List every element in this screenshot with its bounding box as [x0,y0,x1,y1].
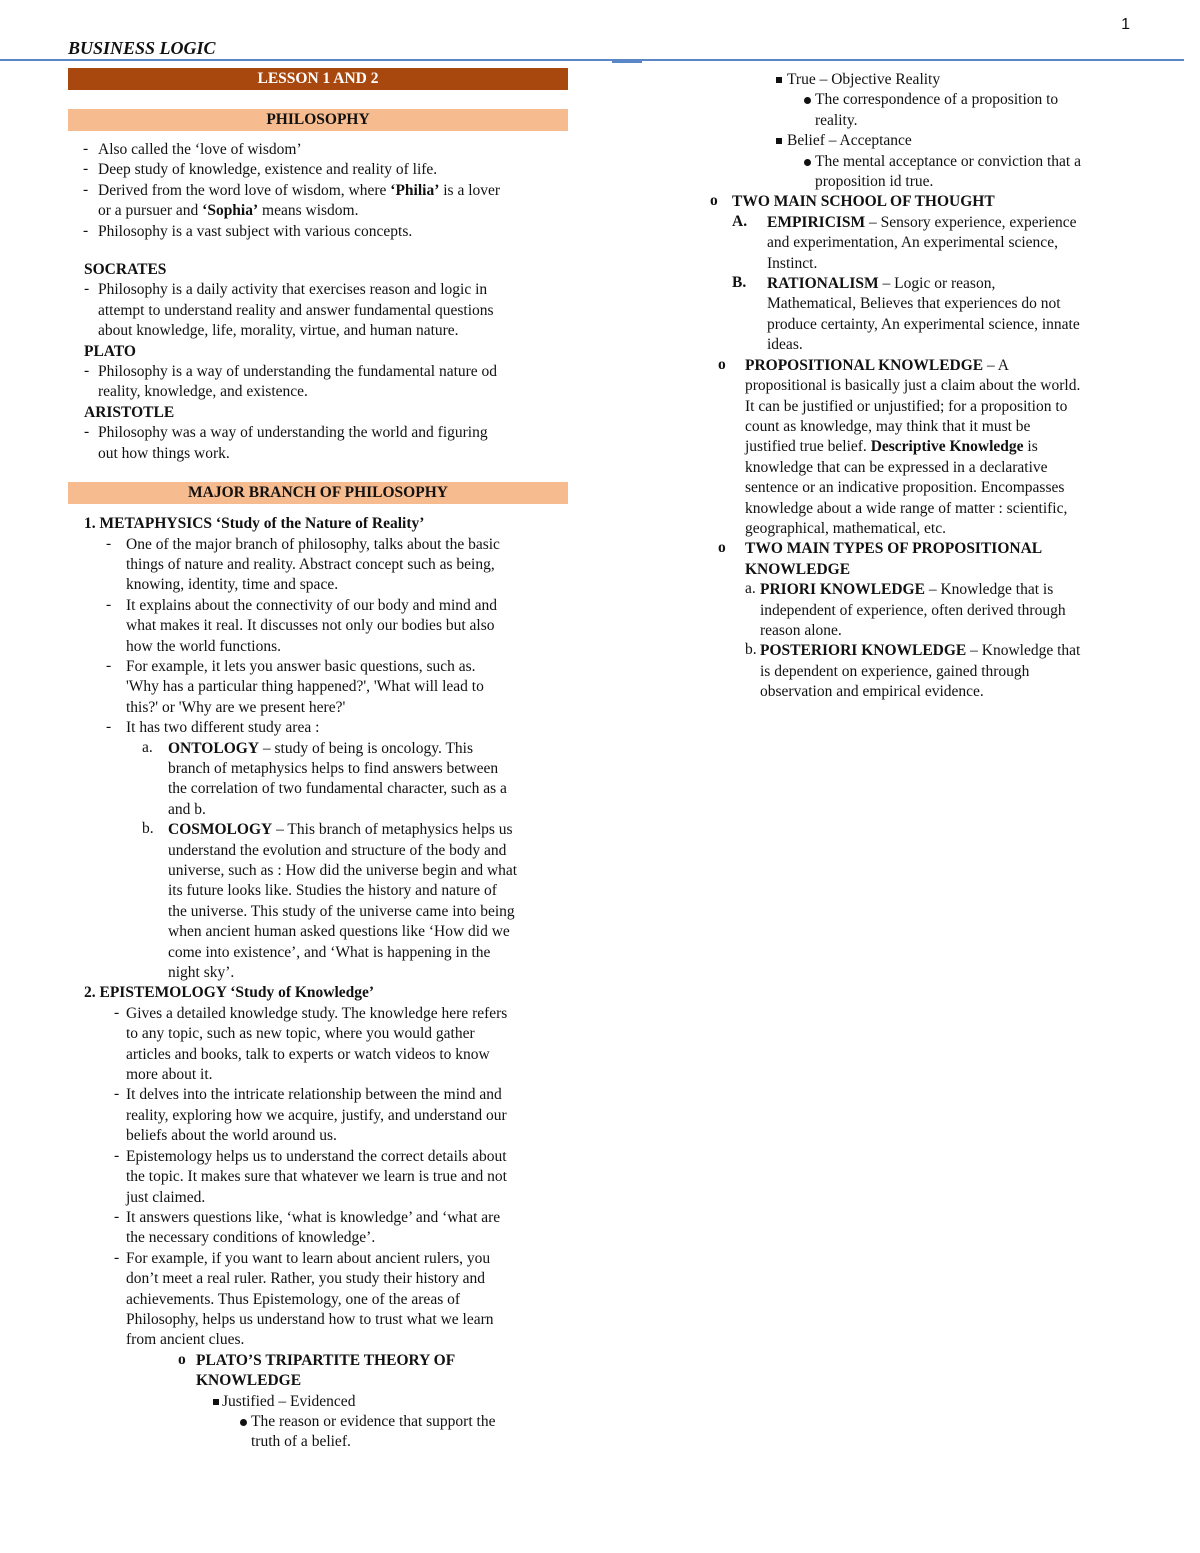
list-item-text: reality. [815,111,858,129]
term-line: universe, such as : How did the universe begin and what [168,862,518,879]
list-item-text: knowing, identity, time and space. [126,576,339,594]
term-line: the correlation of two fundamental character, such as a [168,780,507,798]
list-item-text: Gives a detailed knowledge study. The knowledge here refers [126,1004,508,1022]
list-item-text: achievements. Thus Epistemology, one of the areas of [126,1290,461,1308]
belief-detail [648,152,1130,193]
term-line: propositional is basically just a claim about the world. [745,377,1081,395]
list-item-text: For example, if you want to learn about ancient rulers, you [126,1249,491,1267]
term-line: when ancient human asked questions like ‘How did we [168,923,510,941]
term-line: count as knowledge, may think that it must be [745,417,1031,435]
metaphysics-item [68,535,568,596]
dash-bullet: - [106,656,112,674]
metaphysics-item [68,718,568,738]
list-item-text: It explains about the connectivity of our body and mind and [126,596,498,614]
true-item [648,70,1130,90]
list-item-text: One of the major branch of philosophy, talks about the basic [126,535,500,553]
plato-theory-heading [68,1351,568,1392]
list-item-text: It has two different study area : [126,719,320,737]
list-marker: a. [142,738,153,756]
justified-detail [68,1412,568,1453]
dash-bullet: - [106,534,112,552]
term-definition: – Knowledge that [966,642,1081,660]
term-line: understand the evolution and structure of the body and [168,841,507,859]
term-label: POSTERIORI KNOWLEDGE [760,642,967,660]
list-marker: b. [142,820,154,838]
term-first-line [648,213,1130,233]
list-item-text: Philosophy is a daily activity that exercises reason and logic in [98,281,488,299]
epistemology-item [68,1147,568,1208]
list-item-text: reality, knowledge, and existence. [98,383,308,401]
term-line: reason alone. [760,621,842,639]
list-item-text: TWO MAIN TYPES OF PROPOSITIONAL [745,540,1043,558]
dot-bullet-icon [804,159,811,166]
term-definition: – This branch of metaphysics helps us [272,821,513,839]
list-item-text: For example, it lets you answer basic questions, such as. [126,657,476,675]
rationalism-item [648,274,1130,356]
dash-bullet: - [83,180,89,198]
list-item-text: Epistemology helps us to understand the correct details about [126,1147,507,1165]
intro-item [68,222,568,242]
square-bullet-icon [213,1399,219,1405]
term-line: and b. [168,800,206,818]
dash-bullet: - [114,1003,120,1021]
term-first-line [648,274,1130,294]
term-line: independent of experience, often derived through [760,601,1066,619]
intro-text: or a pursuer and [98,202,203,220]
intro-line [68,181,568,201]
list-item-text: Justified – Evidenced [222,1392,356,1410]
list-item-text: 'Why has a particular thing happened?', 'What will lead to [126,678,484,696]
plato-definition [68,362,568,403]
list-item-text: beliefs about the world around us. [126,1127,337,1145]
list-item-text: what makes it real. It discusses not only our bodies but also [126,617,495,635]
term-line: and experimentation, An experimental science, [767,234,1058,252]
cosmology-item [68,820,568,983]
dash-bullet: - [114,1146,120,1164]
dash-bullet: - [114,1207,120,1225]
term-label: COSMOLOGY [168,821,273,839]
section-bar: LESSON 1 AND 2 [68,68,568,90]
term-label: PRIORI KNOWLEDGE [760,581,925,599]
descriptive-knowledge-term: Descriptive Knowledge [870,438,1024,456]
list-item-text: this?' or 'Why are we present here?' [126,698,346,716]
dash-bullet: - [84,423,90,441]
header-rule-accent [612,61,642,63]
intro-text: Derived from the word love of wisdom, where [98,181,391,199]
metaphysics-item [68,596,568,657]
term-first-line [648,641,1130,661]
dash-bullet: - [106,595,112,613]
term-label: RATIONALISM [767,275,879,293]
o-bullet-icon: o [718,539,726,557]
intro-line [68,201,568,221]
list-item-text: Philosophy was a way of understanding the world and figuring [98,424,488,442]
intro-line: Deep study of knowledge, existence and reality of life. [98,161,438,179]
list-marker: B. [732,274,747,292]
list-item-text: how the world functions. [126,637,281,655]
ontology-item [68,739,568,821]
list-item-text: things of nature and reality. Abstract concept such as being, [126,555,495,573]
metaphysics-item [68,657,568,718]
epistemology-item [68,1249,568,1351]
square-bullet-icon [776,138,782,144]
epistemology-item [68,1004,568,1086]
intro-item [68,140,568,160]
aristotle-definition [68,423,568,464]
term-line: ideas. [767,336,803,354]
dash-bullet: - [84,280,90,298]
spacer [68,464,568,482]
o-bullet-icon: o [710,192,718,210]
dash-bullet: - [83,221,89,239]
term-line: the universe. This study of the universe came into being [168,902,515,920]
term-line: knowledge that can be expressed in a declarative [745,458,1048,476]
list-item-text: TWO MAIN SCHOOL OF THOUGHT [732,193,995,211]
philosopher-name: ARISTOTLE [84,403,175,421]
term-line: Instinct. [767,254,818,272]
sophia-term: ‘Sophia’ [202,202,259,220]
epistemology-item [68,1208,568,1249]
philosopher-name: SOCRATES [84,261,167,279]
epistemology-item [68,1085,568,1146]
term-first-line [648,580,1130,600]
intro-text: means wisdom. [258,202,359,220]
square-bullet-icon [776,77,782,83]
socrates-definition [68,280,568,341]
o-bullet-icon: o [718,355,726,373]
term-line: its future looks like. Studies the history and nature of [168,882,497,900]
list-marker: b. [745,641,757,659]
term-line: branch of metaphysics helps to find answers between [168,759,499,777]
true-detail [648,90,1130,131]
list-item-text: Philosophy is a way of understanding the fundamental nature od [98,363,498,381]
list-item-text: It delves into the intricate relationship between the mind and [126,1086,502,1104]
empiricism-item [648,213,1130,274]
o-bullet-icon: o [178,1350,186,1368]
term-label: PROPOSITIONAL KNOWLEDGE [745,356,984,374]
term-line-text: justified true belief. [745,438,871,456]
list-item-text: attempt to understand reality and answer fundamental questions [98,301,494,319]
term-definition: – Knowledge that is [924,581,1054,599]
spacer [68,504,568,514]
list-marker: a. [745,580,756,598]
spacer [68,242,568,260]
term-line: night sky’. [168,964,235,982]
term-label: ONTOLOGY [168,739,260,757]
term-definition: – Sensory experience, experience [865,213,1077,231]
list-item-text: The correspondence of a proposition to [815,91,1059,109]
list-item-text: Belief – Acceptance [787,132,912,150]
justified-item [68,1392,568,1412]
term-line: It can be justified or unjustified; for a proposition to [745,397,1068,415]
list-item-text: from ancient clues. [126,1331,245,1349]
list-marker: A. [732,212,748,230]
list-item-text: more about it. [126,1066,213,1084]
list-item-text: to any topic, such as new topic, where you would gather [126,1025,475,1043]
section-heading: 2. EPISTEMOLOGY ‘Study of Knowledge’ [84,984,375,1002]
list-item-text: just claimed. [126,1188,206,1206]
term-definition: – study of being is oncology. This [259,739,473,757]
list-item-text: the necessary conditions of knowledge’. [126,1229,376,1247]
term-line [648,437,1130,457]
dash-bullet: - [114,1085,120,1103]
spacer [68,90,568,109]
list-item-text: KNOWLEDGE [745,560,851,578]
philosopher-name: PLATO [84,342,136,360]
term-line: geographical, mathematical, etc. [745,519,946,537]
list-item-text: articles and books, talk to experts or watch videos to know [126,1045,490,1063]
list-item-text: The mental acceptance or conviction that a [815,152,1081,170]
term-line: Mathematical, Believes that experiences do not [767,295,1061,313]
list-item-text: KNOWLEDGE [196,1372,302,1390]
term-definition: – Logic or reason, [878,275,996,293]
dash-bullet: - [106,718,112,736]
intro-text: is a lover [439,181,501,199]
section-heading: 1. METAPHYSICS ‘Study of the Nature of Reality’ [84,515,425,533]
term-label: EMPIRICISM [767,213,866,231]
list-item-text: PLATO’S TRIPARTITE THEORY OF [196,1351,456,1369]
page-number: 1 [1121,16,1130,33]
intro-item [68,181,568,222]
philia-term: ‘Philia’ [390,181,440,199]
two-schools-heading [648,192,1130,212]
list-item-text: The reason or evidence that support the [251,1412,496,1430]
header-rule [0,59,1184,61]
dot-bullet-icon [240,1419,247,1426]
left-column [68,68,568,1453]
term-line: observation and empirical evidence. [760,683,984,701]
intro-item [68,160,568,180]
list-item-text: Philosophy, helps us understand how to trust what we learn [126,1310,494,1328]
two-types-heading [648,539,1130,580]
spacer [68,131,568,140]
priori-item [648,580,1130,641]
dash-bullet: - [83,140,89,157]
section-bar: PHILOSOPHY [68,109,568,131]
list-item-text: truth of a belief. [251,1433,351,1451]
term-line: is dependent on experience, gained through [760,662,1030,680]
term-definition: – A [983,356,1009,374]
list-item-text: reality, exploring how we acquire, justify, and understand our [126,1106,507,1124]
term-line: produce certainty, An experimental science, innate [767,315,1080,333]
list-item-text: the topic. It makes sure that whatever we learn is true and not [126,1168,507,1186]
document-title: BUSINESS LOGIC [68,38,216,58]
intro-line: Philosophy is a vast subject with various concepts. [98,222,413,240]
list-item-text: It answers questions like, ‘what is knowledge’ and ‘what are [126,1208,501,1226]
term-line-text: is [1023,438,1038,456]
dash-bullet: - [83,160,89,178]
term-line: knowledge about a wide range of matter : scientific, [745,499,1068,517]
propositional-item [648,356,1130,540]
list-item-text: about knowledge, life, morality, virtue, and human nature. [98,322,459,340]
list-item-text: don’t meet a real ruler. Rather, you study their history and [126,1270,485,1288]
right-column [648,70,1130,703]
term-line: sentence or an indicative proposition. Encompasses [745,479,1065,497]
intro-line: Also called the ‘love of wisdom’ [98,141,302,158]
section-bar: MAJOR BRANCH OF PHILOSOPHY [68,482,568,504]
dash-bullet: - [114,1248,120,1266]
belief-item [648,131,1130,151]
posteriori-item [648,641,1130,702]
list-item-text: proposition id true. [815,173,934,191]
list-item-text: True – Objective Reality [787,71,941,88]
term-line: come into existence’, and ‘What is happening in the [168,943,491,961]
dash-bullet: - [84,362,90,380]
list-item-text: out how things work. [98,444,230,462]
